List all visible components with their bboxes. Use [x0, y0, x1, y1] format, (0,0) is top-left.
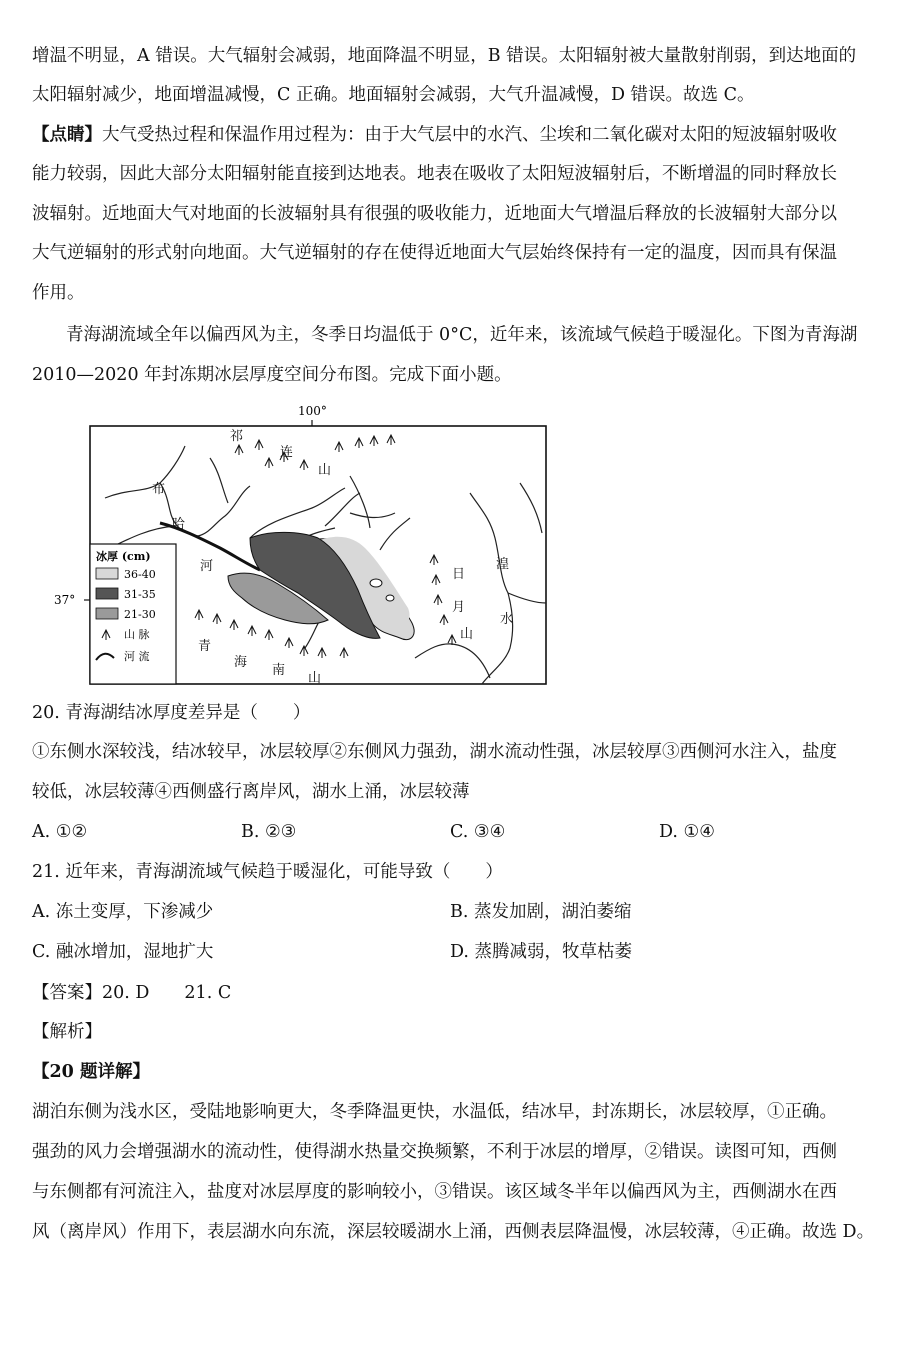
legend-label: 河 流	[124, 650, 150, 663]
legend-label: 21-30	[124, 608, 156, 621]
label-hai: 海	[234, 655, 248, 670]
legend-label: 31-35	[124, 588, 156, 601]
label-lian: 连	[280, 445, 294, 460]
ice-thickness-map	[50, 398, 570, 697]
q20-option-c[interactable]: C. ③④	[450, 822, 506, 842]
legend-label: 山 脉	[124, 628, 150, 641]
legend-swatch-31-35	[96, 588, 118, 599]
label-nan: 南	[272, 663, 286, 678]
label-huang: 湟	[496, 557, 510, 572]
q21-option-c[interactable]: C. 融冰增加，湿地扩大	[32, 942, 214, 962]
label-qing: 青	[198, 639, 212, 654]
label-shan: 山	[308, 671, 322, 686]
label-he: 河	[200, 559, 214, 574]
q20-option-a[interactable]: A. ①②	[32, 822, 88, 842]
q20-stem: 20. 青海湖结冰厚度差异是（ ）	[32, 703, 311, 723]
label-shan: 山	[460, 627, 474, 642]
text-line: 作用。	[32, 283, 85, 303]
label-ha: 哈	[172, 517, 186, 532]
label-ri: 日	[452, 567, 466, 582]
intro-line: 2010—2020 年封冻期冰层厚度空间分布图。完成下面小题。	[32, 365, 512, 385]
dianjing-text: 大气受热过程和保温作用过程为：由于大气层中的水汽、尘埃和二氧化碳对太阳的短波辐射吸收	[102, 125, 837, 145]
text-line: 波辐射。近地面大气对地面的长波辐射具有很强的吸收能力，近地面大气增温后释放的长波辐射大部分以	[32, 204, 837, 224]
intro-line: 青海湖流域全年以偏西风为主，冬季日均温低于 0°C，近年来，该流域气候趋于暖湿化。下图为青海湖	[66, 325, 858, 345]
text-line: 太阳辐射减少，地面增温减慢，C 正确。地面辐射会减弱，大气升温减慢，D 错误。故选 C。	[32, 85, 755, 105]
label-shui: 水	[500, 612, 514, 627]
map-legend	[90, 544, 176, 684]
detail-label: 【20 题详解】	[32, 1062, 150, 1082]
q20-option-b[interactable]: B. ②③	[241, 822, 297, 842]
legend-title: 冰厚 (cm)	[96, 550, 151, 563]
detail-line: 湖泊东侧为浅水区，受陆地影响更大，冬季降温更快，水温低，结冰早，封冻期长，冰层较厚，①正确。	[32, 1102, 837, 1122]
legend-swatch-21-30	[96, 608, 118, 619]
q20-option-d[interactable]: D. ①④	[659, 822, 715, 842]
detail-line: 与东侧都有河流注入，盐度对冰层厚度的影响较小，③错误。该区域冬半年以偏西风为主，西侧湖水在西	[32, 1182, 837, 1202]
answer-line: 【答案】20. D 21. C	[32, 983, 232, 1003]
q21-option-d[interactable]: D. 蒸腾减弱，牧草枯萎	[450, 942, 633, 962]
q20-body-line: ①东侧水深较浅，结冰较早，冰层较厚②东侧风力强劲，湖水流动性强，冰层较厚③西侧河水注入，盐度	[32, 742, 837, 762]
analysis-label: 【解析】	[32, 1022, 102, 1042]
label-yue: 月	[452, 600, 466, 615]
latitude-label: 37°	[54, 593, 76, 607]
q21-stem: 21. 近年来，青海湖流域气候趋于暖湿化，可能导致（ ）	[32, 862, 503, 882]
dianjing-label: 【点睛】	[32, 125, 102, 145]
q21-option-b[interactable]: B. 蒸发加剧，湖泊萎缩	[450, 902, 632, 922]
legend-swatch-36-40	[96, 568, 118, 579]
label-qi: 祁	[230, 429, 244, 444]
detail-line: 强劲的风力会增强湖水的流动性，使得湖水热量交换频繁，不利于冰层的增厚，②错误。读图可知，西侧	[32, 1142, 837, 1162]
longitude-label: 100°	[298, 404, 327, 418]
label-bu: 布	[152, 482, 166, 497]
text-line: 增温不明显，A 错误。大气辐射会减弱，地面降温不明显，B 错误。太阳辐射被大量散射削弱，到达地面的	[32, 46, 857, 66]
text-line: 大气逆辐射的形式射向地面。大气逆辐射的存在使得近地面大气层始终保持有一定的温度，因而具有保温	[32, 243, 837, 263]
detail-line: 风（离岸风）作用下，表层湖水向东流，深层较暖湖水上涌，西侧表层降温慢，冰层较薄，④正确。故选 D。	[32, 1222, 875, 1242]
text-line: 能力较弱，因此大部分太阳辐射能直接到达地表。地表在吸收了太阳短波辐射后，不断增温的同时释放长	[32, 164, 837, 184]
dianjing-line	[32, 123, 837, 147]
legend-label: 36-40	[124, 568, 156, 581]
q20-body-line: 较低，冰层较薄④西侧盛行离岸风，湖水上涌，冰层较薄	[32, 782, 470, 802]
label-shan: 山	[318, 463, 332, 478]
q21-option-a[interactable]: A. 冻土变厚，下渗减少	[32, 902, 214, 922]
